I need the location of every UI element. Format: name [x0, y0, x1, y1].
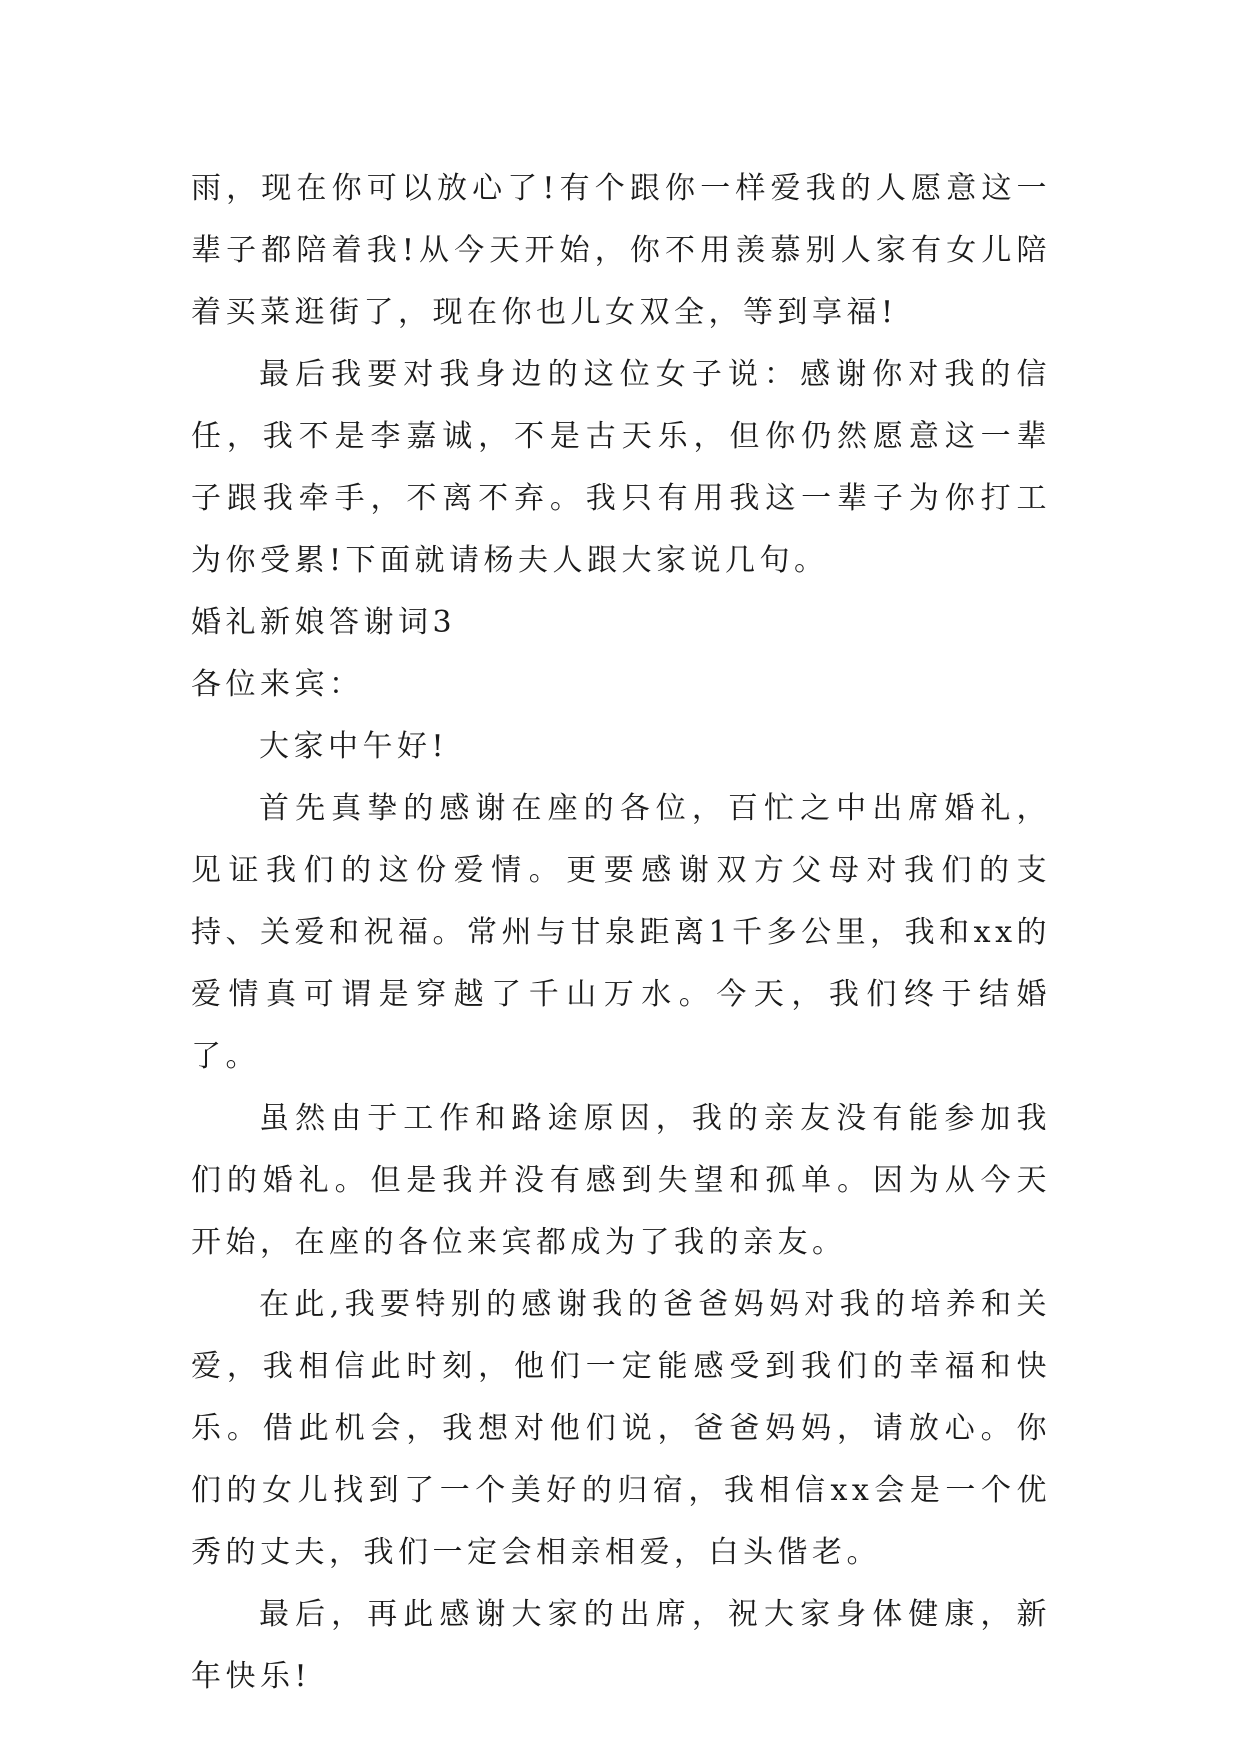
salutation: 各位来宾： [191, 667, 364, 702]
greeting: 大家中午好! [259, 729, 449, 764]
paragraph-continuation: 雨，现在你可以放心了!有个跟你一样爱我的人愿意这一辈子都陪着我!从今天开始，你不用羡慕别人家有女儿陪着买菜逛街了，现在你也儿女双全，等到享福! [191, 171, 1051, 330]
paragraph-closing: 最后，再此感谢大家的出席，祝大家身体健康，新年快乐! [191, 1597, 1051, 1694]
paragraph-thanks-guests: 首先真挚的感谢在座的各位，百忙之中出席婚礼，见证我们的这份爱情。更要感谢双方父母对我们的支持、关爱和祝福。常州与甘泉距离1千多公里，我和xx的爱情真可谓是穿越了千山万水。今天，我们终于结婚了。 [191, 791, 1051, 1074]
paragraph-relatives: 虽然由于工作和路途原因，我的亲友没有能参加我们的婚礼。但是我并没有感到失望和孤单。因为从今天开始，在座的各位来宾都成为了我的亲友。 [191, 1101, 1051, 1260]
section-heading: 婚礼新娘答谢词3 [191, 605, 457, 640]
paragraph-thanks-parents: 在此,我要特别的感谢我的爸爸妈妈对我的培养和关爱，我相信此时刻，他们一定能感受到我们的幸福和快乐。借此机会，我想对他们说，爸爸妈妈，请放心。你们的女儿找到了一个美好的归宿，我相信xx会是一个优秀的丈夫，我们一定会相亲相爱，白头偕老。 [191, 1287, 1051, 1570]
document-body [191, 158, 1051, 1708]
paragraph-groom-to-bride: 最后我要对我身边的这位女子说：感谢你对我的信任，我不是李嘉诚，不是古天乐，但你仍然愿意这一辈子跟我牵手，不离不弃。我只有用我这一辈子为你打工为你受累!下面就请杨夫人跟大家说几句。 [191, 357, 1051, 578]
